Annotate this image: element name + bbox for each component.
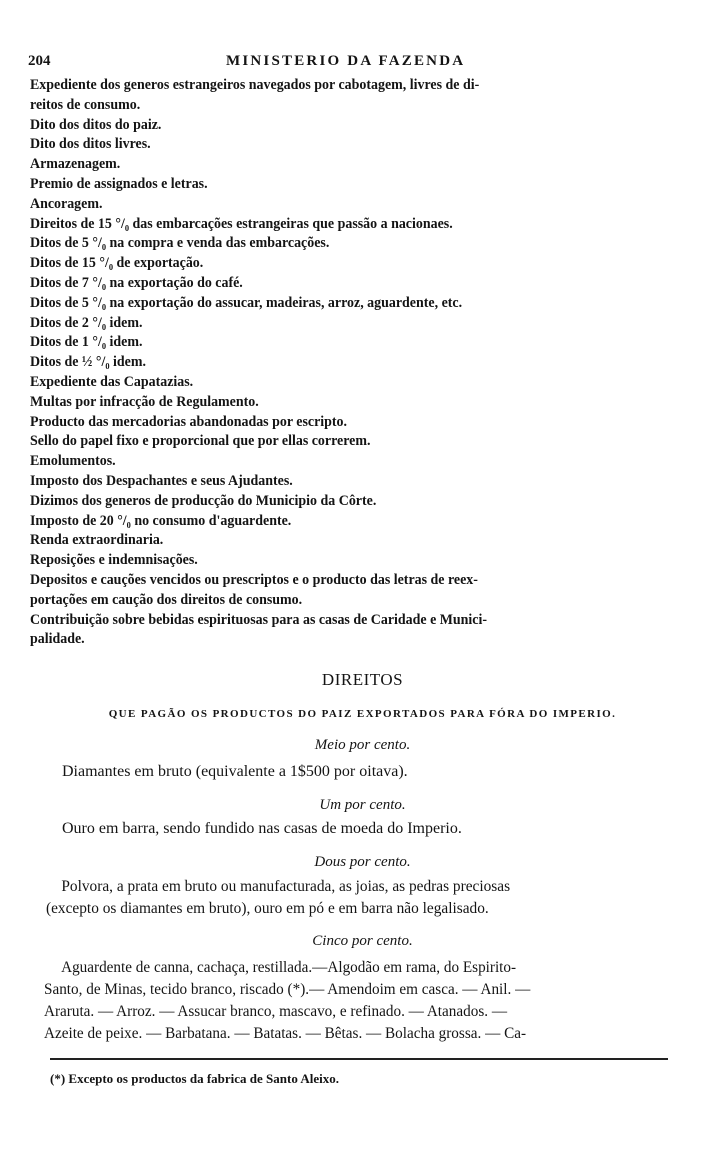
rate-paragraph: Polvora, a prata em bruto ou manufacturada, as joias, as pedras preciosas (excepto os diamantes em bruto), ouro em pó e em barra não legalisado. [46, 878, 511, 917]
rate-heading-half-percent: Meio por cento. [314, 737, 411, 753]
list-item: Dito dos ditos livres. [30, 136, 151, 153]
list-item: Imposto dos Despachantes e seus Ajudantes. [30, 472, 293, 489]
list-item: Ditos de 7 °/₀ na exportação do café. [30, 274, 243, 291]
list-item: Ditos de ½ °/₀ idem. [30, 354, 146, 371]
list-item: Direitos de 15 °/₀ das embarcações estrangeiras que passão a nacionaes. [30, 215, 453, 232]
rate-paragraph: Ouro em barra, sendo fundido nas casas de moeda do Imperio. [62, 820, 462, 837]
section-subtitle: QUE PAGÃO OS PRODUCTOS DO PAIZ EXPORTADOS PARA FÓRA DO IMPERIO. [108, 708, 617, 720]
footnote: (*) Excepto os productos da fabrica de Santo Aleixo. [50, 1071, 340, 1086]
list-item: Reposições e indemnisações. [30, 552, 198, 569]
list-item: Multas por infracção de Regulamento. [30, 393, 259, 410]
list-item: Depositos e cauções vencidos ou prescriptos e o producto das letras de reex- portações em caução dos direitos de consumo. [30, 571, 478, 608]
list-item: Ditos de 15 °/₀ de exportação. [30, 255, 204, 272]
list-item: Sello do papel fixo e proporcional que por ellas correrem. [30, 433, 371, 450]
page-header [28, 53, 688, 73]
list-item: Ditos de 5 °/₀ na compra e venda das embarcações. [30, 235, 330, 252]
page-number: 204 [28, 53, 51, 69]
rate-heading-one-percent: Um por cento. [319, 797, 406, 813]
list-item: Producto das mercadorias abandonadas por escripto. [30, 413, 348, 430]
rate-heading-five-percent: Cinco por cento. [312, 933, 413, 949]
list-item: Premio de assignados e letras. [30, 175, 208, 192]
rate-paragraph: Diamantes em bruto (equivalente a 1$500 por oitava). [62, 763, 408, 780]
list-item: Imposto de 20 °/₀ no consumo d'aguardente. [30, 512, 292, 529]
list-item: Dito dos ditos do paiz. [30, 116, 162, 133]
list-item: Emolumentos. [30, 453, 116, 470]
list-item: Ancoragem. [30, 195, 103, 212]
rate-paragraph: Aguardente de canna, cachaça, restillada.—Algodão em rama, do Espirito- Santo, de Minas, tecido branco, riscado (*).— Amendoim em casca. — Anil. — Araruta. — Arroz. — Assucar branco, mascavo, e refinado. — Atanados. — Azeite de peixe. — Barbatana. — Batatas. — Bêtas. — Bolacha grossa. — Ca- [44, 959, 531, 1042]
list-item: Contribuição sobre bebidas espirituosas para as casas de Caridade e Munici- palidade. [30, 611, 488, 648]
list-item: Ditos de 1 °/₀ idem. [30, 334, 143, 351]
list-item: Expediente das Capatazias. [30, 373, 194, 390]
list-item: Expediente dos generos estrangeiros navegados por cabotagem, livres de di- reitos de consumo. [30, 77, 480, 113]
running-title: MINISTERIO DA FAZENDA [226, 53, 466, 69]
list-item: Dizimos dos generos de producção do Municipio da Côrte. [30, 492, 377, 509]
list-item: Armazenagem. [30, 156, 121, 173]
footnote-divider [50, 1058, 668, 1060]
section-title: DIREITOS [321, 670, 404, 689]
revenue-items-list [30, 76, 670, 650]
list-item: Ditos de 2 °/₀ idem. [30, 314, 143, 331]
list-item: Renda extraordinaria. [30, 532, 164, 549]
list-item: Ditos de 5 °/₀ na exportação do assucar, madeiras, arroz, aguardente, etc. [30, 294, 463, 311]
rate-heading-two-percent: Dous por cento. [314, 854, 411, 870]
